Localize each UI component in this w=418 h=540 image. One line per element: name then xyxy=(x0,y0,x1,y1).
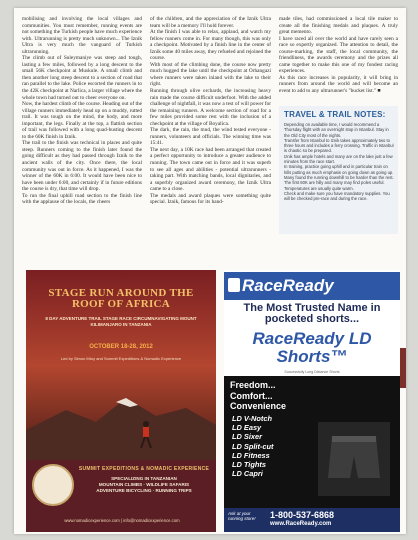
magazine-page xyxy=(14,8,406,534)
article-column-3: made tiles, had commissioned a local tile maker to create all the finishing medals and plaques. A truly great memento. I have raced all over the world and have rarely seen a race so expertly organized. The attention to detail, the course-marking, the staff, the local community, the friendliness, the awards ceremony and the prizes all came together to make this one of my fondest racing experiences. As this race increases in popularity, it will bring in runners from around the world and will become an event to add to any ultrarunner's "bucket list." ■ xyxy=(279,16,398,95)
raceready-product: RaceReady LD Shorts™ xyxy=(252,329,372,366)
ad-brand: SUMMIT EXPEDITIONS & NOMADIC EXPERIENCE xyxy=(78,466,210,472)
travel-notes-box xyxy=(279,106,398,234)
raceready-ad[interactable] xyxy=(224,270,400,532)
raceready-logo-icon xyxy=(228,278,240,292)
ad-headline: STAGE RUN AROUND THE ROOF OF AFRICA xyxy=(48,287,194,310)
raceready-tagline: Successfully Long Distance Shorts xyxy=(284,370,340,374)
raceready-features: Freedom... Comfort... Convenience xyxy=(230,380,287,411)
raceready-website-link[interactable]: www.RaceReady.com xyxy=(270,521,332,527)
summit-expeditions-logo xyxy=(32,464,74,506)
raceready-headline: The Most Trusted Name in pocketed shorts... xyxy=(243,302,381,325)
shorts-photo-icon xyxy=(312,416,396,502)
raceready-phone[interactable]: 1-800-537-6868 xyxy=(270,510,335,520)
ad-dates: OCTOBER 18-28, 2012 xyxy=(89,344,153,350)
runner-icon xyxy=(136,420,156,450)
raceready-brand: RaceReady xyxy=(242,276,334,295)
article-column-1: mobilising and involving the local villages and communities. You must remember, running events are not something the Turkish people have much experience with. Ultrarunning is pretty much unknown... The Iznik Ultra is very much the vanguard of Turkish ultrarunning. The climb out of Suleymaniye was steep and tough, lasting a few miles, followed by a long descent to the small 56K checkpoint at Muskule. A small climb and then another long steep descent to a section of road that ran parallel to the lake. Police escorted the runners in to the 42K checkpoint at Narlica, a larger village where the whole town had turned out to cheer everyone on. Now, the hardest climb of the course. Heading out of the village runners immediately head up on a muddy, rutted trail. It was tough on the mind, the body, and more important, the legs. Finally at the top, a flattish section of trail was followed with a long quad-busting descent to the 60K finish in Iznik. The trail to the finish was technical in places and quite steep. Runners coming to the finish later found the going difficult as they had passed through Iznik to the ancient walls of the city. Once there, the local community was out in force. As it happened, I was the winner of the 60K in 6:00. It would have been nice to have been under 6:00, and certainly if in future editions the course is dry, that time will drop. To run the final uphill road section to the finish line with the applause of the locals, the cheers xyxy=(22,16,142,206)
ad-website-link[interactable]: www.nomadicexperience.com | info@nomadicexperience.com xyxy=(64,518,180,523)
travel-notes-title: TRAVEL & TRAIL NOTES: xyxy=(284,110,386,119)
ad-subline: 8 DAY ADVENTURE TRAIL STAGE RACE CIRCUMNAVIGATING MOUNT KILIMANJARO IN TANZANIA xyxy=(45,316,197,327)
article-column-2: of the children, and the appreciation of the Iznik Ultra team will be a memory I'll hold forever. At the finish I was able to relax, applaud, and watch my fellow runners come in. For many though, this was only a checkpoint. Motivated by a finish line in the center of Iznik some 40 miles away, they refueled and rejoined the course. With most of the climbing done, the course now pretty much hugged the lake until the checkpoint at Orhangazi where runners were taken inland with the lake to their right. Running through olive orchards, the increasing heavy rain made the course difficult underfoot. With the added challenge of nightfall, it was now a test of will power for the remaining runners. A welcome section of road for a few miles provided some rest with the inclusion of a checkpoint at the village of Boyalica. The dark, the rain, the mud, the wind tested everyone - runners, volunteers and officials. The winning time was 15:41. The next day, a 10K race had been arranged that created a perfect opportunity to introduce a greater audience to running. The town came out in force and it was superb to see all ages and abilities - potential ultrarunners - taking part. With matching bands, local dignitaries, and a superbly organized award ceremony, the Iznik Ultra came to a close. The medals and award plaques were something quite special. Iznik, famous for its hand- xyxy=(150,16,271,206)
kilimanjaro-ad[interactable] xyxy=(26,270,216,532)
ad-specialties: SPECIALIZING IN TANZANIAN MOUNTAIN CLIMBS · WILDLIFE SAFARIS ADVENTURE BICYCLING · RUNNING TRIPS xyxy=(96,476,192,494)
mountain-illustration xyxy=(26,380,216,460)
raceready-ask: Ask at your running store! xyxy=(228,511,256,522)
ad-led-by: Led by Simon Mtuy and Summit Expeditions & Nomadic Experience xyxy=(60,356,182,361)
travel-notes-body: Depending on available time, I would recommend a Thursday flight with an overnight stop in Istanbul. Stay in the Old City most of the nights. Transfer from Istanbul to Iznik takes approximately two to three hours and includes a ferry crossing. Traffic in Istanbul is chaotic so be prepared. Iznik has ample hotels and many are on the lake just a few minutes from the race start. In training, practice going uphill and in particular train on hills putting as much emphasis on going down as going up. Many found the running downhill to be harder than the rest. The first 60K are hilly and many may find poles useful. Temperatures are usually quite warm. Check and make sure you have mandatory supplies. You will be checked pre-race and during the race. xyxy=(284,122,394,202)
page-edge-tab xyxy=(400,348,406,388)
raceready-model-list: LD V-Notch LD Easy LD Sixer LD Split-cut LD Fitness LD Tights LD Capri xyxy=(232,414,274,479)
